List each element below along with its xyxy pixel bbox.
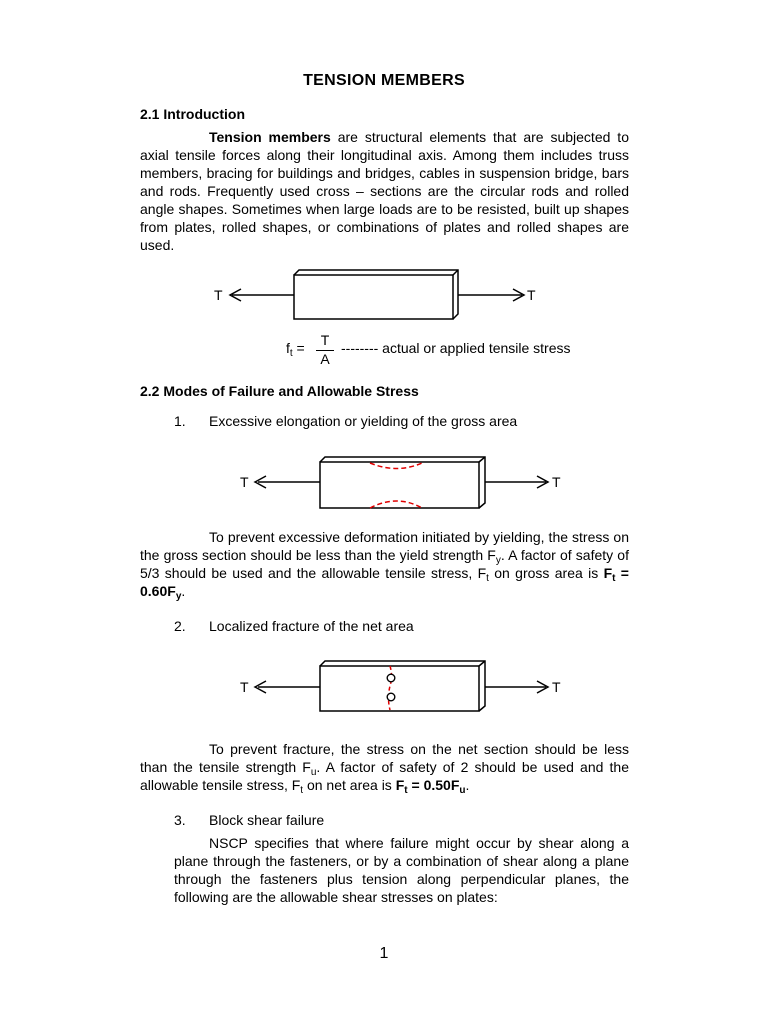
block-shear-text: NSCP specifies that where failure might occur by shear along a plane through the fasteners, or by a combination of shear along a plane through the fasteners plus tension along perpendicular planes, the following are the allowable shear stresses on plates:	[174, 835, 629, 905]
yield-text-2: . A factor of safety of 5/3 should be used and the allowable tensile stress, F	[140, 547, 629, 581]
right-arrow	[485, 681, 548, 693]
yielding-figure	[0, 452, 768, 516]
fracture-text-3: on net area is	[303, 777, 396, 793]
yielding-paragraph	[140, 528, 629, 600]
formula-equals: =	[292, 340, 305, 356]
fracture-paragraph	[140, 740, 629, 794]
right-force-label: T	[552, 679, 561, 695]
formula-lhs	[286, 340, 305, 359]
tension-bar-figure	[0, 262, 768, 324]
fracture-text-1: To prevent fracture, the stress on the net section should be less than the tensile strength F	[140, 741, 629, 775]
intro-text: are structural elements that are subjected to axial tensile forces along their longitudinal axis. Among them includes truss members, bracing for buildings and bridges, cables in suspension bridge, bars and rods. Frequently used cross – sections are the circular rods and rolled angle shapes. Sometimes when large loads are to be resisted, built up shapes from plates, rolled shapes, or combinations of plates and rolled shapes are used.	[140, 129, 629, 253]
left-force-label: T	[214, 287, 223, 303]
bar-body	[320, 661, 485, 711]
yield-bold-sub-y: y	[175, 591, 182, 602]
page-number: 1	[379, 945, 389, 962]
item-3-number: 3.	[174, 812, 186, 828]
yield-bold-sub-t: t	[612, 573, 616, 584]
left-arrow	[255, 476, 320, 488]
fracture-figure	[0, 656, 768, 718]
yield-bold-eq: = 0.60F	[140, 565, 629, 599]
lead-term: Tension members	[209, 129, 331, 145]
fracture-allowable-stress	[395, 777, 466, 796]
item-1-number: 1.	[174, 413, 186, 429]
yield-end: .	[181, 583, 186, 599]
fracture-bold-eq: = 0.50F	[407, 777, 460, 793]
formula-denominator: A	[320, 351, 330, 367]
yield-bold-f: F	[603, 565, 613, 581]
section-2-2-heading: 2.2 Modes of Failure and Allowable Stress	[140, 383, 419, 399]
fracture-sub-t: t	[300, 785, 304, 796]
formula-sub: t	[289, 348, 293, 359]
item-1-text: Excessive elongation or yielding of the gross area	[209, 413, 518, 429]
formula-description: -------- actual or applied tensile stress	[341, 340, 571, 356]
fracture-text-2: . A factor of safety of 2 should be used and the allowable tensile stress, F	[140, 759, 630, 793]
yield-sub-t: t	[486, 573, 489, 584]
item-2-number: 2.	[174, 618, 186, 634]
fracture-sub-u: u	[310, 767, 317, 778]
right-force-label: T	[527, 287, 536, 303]
left-force-label: T	[240, 679, 249, 695]
fracture-end: .	[465, 777, 470, 793]
yield-text-1: To prevent excessive deformation initiated by yielding, the stress on the gross section should be less than the yield strength F	[140, 529, 629, 563]
block-shear-paragraph	[174, 834, 629, 906]
formula-numerator: T	[320, 332, 330, 348]
right-arrow	[485, 476, 548, 488]
left-arrow	[230, 289, 294, 301]
yield-sub-y: y	[495, 555, 501, 566]
bolt-hole-top-icon	[387, 674, 395, 682]
fracture-bold-sub-t: t	[404, 785, 408, 796]
page-title: TENSION MEMBERS	[303, 72, 465, 89]
bolt-hole-bottom-icon	[387, 693, 395, 701]
yield-text-3: on gross area is	[488, 565, 604, 581]
item-3-text: Block shear failure	[209, 812, 325, 828]
item-2-text: Localized fracture of the net area	[209, 618, 414, 634]
left-arrow	[255, 681, 320, 693]
right-force-label: T	[552, 474, 561, 490]
right-arrow	[458, 289, 524, 301]
intro-paragraph	[140, 128, 629, 254]
bar-body	[320, 457, 485, 508]
bar-body	[294, 270, 458, 319]
fracture-bold-f: F	[395, 777, 405, 793]
left-force-label: T	[240, 474, 249, 490]
formula-var: f	[286, 340, 290, 356]
section-2-1-heading: 2.1 Introduction	[140, 106, 245, 122]
fracture-bold-sub-u: u	[459, 785, 466, 796]
